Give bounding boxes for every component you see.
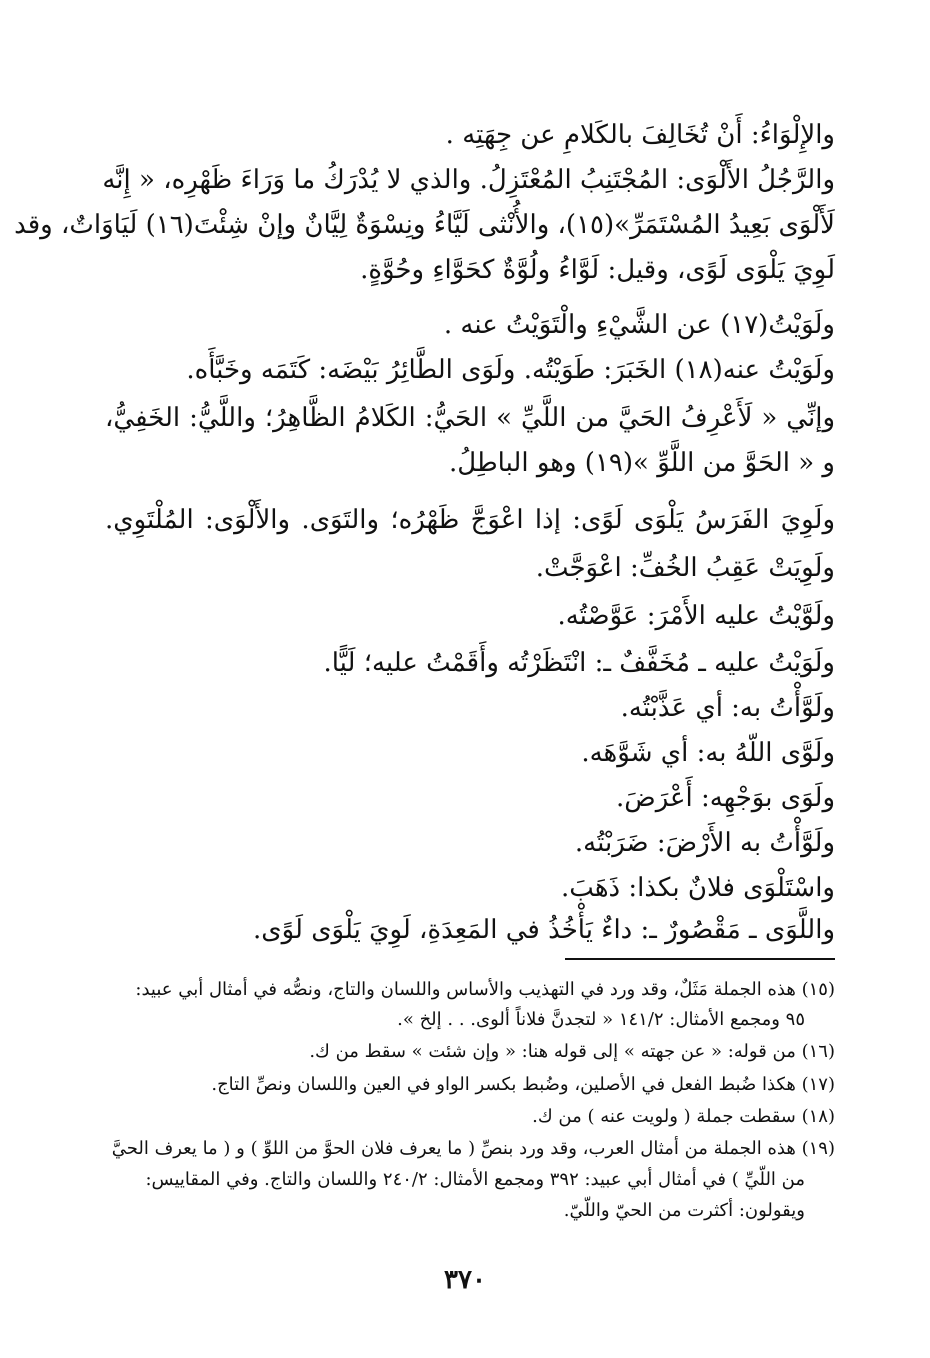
text-line: ولَوِيَ الفَرَسُ يَلْوَى لَوًى: إذا اعْوَجَّ ظَهْرُه؛ والتَوَى. والأَلْوَى: المُلْتَوِي. (105, 505, 835, 535)
footnote-line: (١٦) من قوله: « عن جهته » إلى قوله هنا: « وإن شئت » سقط من ك. (309, 1041, 835, 1062)
text-line: ولَوَى بوَجْهِه: أَعْرَضَ. (616, 783, 835, 813)
text-line: ولَوَّأْتُ به الأَرْضَ: ضَرَبْتُه. (574, 828, 835, 858)
text-line: و « الحَوَّ من اللَّوِّ »(١٩) وهو الباطِلُ. (449, 448, 835, 478)
text-line: والإِلْوَاءُ: أَنْ تُخَالِفَ بالكَلامِ عن جِهَتِه . (445, 120, 835, 150)
text-line: واللَّوَى ـ مَقْصُورٌ ـ: داءٌ يَأْخُذُ في المَعِدَةِ، لَوِيَ يَلْوَى لَوًى. (252, 915, 835, 945)
text-line: والرَّجُلُ الأَلْوَى: المُجْتَنِبُ المُعْتَزِلُ. والذي لا يُدْرَكُ ما وَرَاءَ ظَهْرِه، « إِنَّه (102, 165, 835, 195)
footnote-line: (١٩) هذه الجملة من أمثال العرب، وقد ورد بنصِّ ( ما يعرف فلان الحوَّ من اللوِّ ) و ( ما يعرف الحيَّ (111, 1138, 835, 1159)
text-line: لَأَلْوَى بَعِيدُ المُسْتَمَرِّ»(١٥)، والأُنْثى لَيَّاءُ ونِسْوَةٌ لِيَّانٌ وإنْ شِئْتَ(١٦) لَيَاوَاتٌ، وقد (14, 210, 835, 240)
text-line: ولَوَّيْتُ عليه الأَمْرَ: عَوَّصْتُه. (557, 601, 835, 631)
footnote-line: (١٨) سقطت جملة ( ولويت عنه ) من ك. (532, 1106, 835, 1127)
text-line: ولَوَيْتُ عنه(١٨) الخَبَرَ: طَوَيْتُه. ولَوَى الطَّائِرُ بَيْضَه: كَتَمَه وخَبَّأَه. (186, 355, 835, 385)
footnote-separator (565, 958, 835, 960)
text-line: واسْتَلْوَى فلانٌ بكذا: ذَهَبَ. (561, 873, 835, 903)
footnote-line: من اللّيِّ ) في أمثال أبي عبيد: ٣٩٢ ومجمع الأمثال: ٢٤٠/٢ واللسان والتاج. وفي المقاييس: (145, 1169, 805, 1190)
text-line: ولَوَيْتُ(١٧) عن الشَّيْءِ والْتَوَيْتُ عنه . (443, 310, 835, 340)
page-number: ٣٧٠ (444, 1265, 486, 1295)
footnote-line: (١٧) هكذا ضُبط الفعل في الأصلين، وضُبط بكسر الواو في العين واللسان ونصِّ التاج. (211, 1074, 835, 1095)
text-line: لَوِيَ يَلْوَى لَوًى، وقيل: لَوَّاءُ ولُوَّةٌ كحَوَّاءِ وحُوَّةٍ. (360, 255, 835, 285)
text-line: ولَوَيْتُ عليه ـ مُخَفَّفٌ ـ: انْتَظَرْتُه وأَقَمْتُ عليه؛ لَيًّا. (323, 648, 835, 678)
text-line: ولَوَّى اللّهُ به: أي شَوَّهَه. (581, 738, 835, 768)
footnote-line: (١٥) هذه الجملة مَثَلٌ، وقد ورد في التهذيب والأساس واللسان والتاج، ونصُّه في أمثال أبي عبيد: (135, 979, 835, 1000)
footnote-line: ويقولون: أكثرت من الحيّ واللّيّ. (563, 1200, 805, 1221)
footnote-line: ٩٥ ومجمع الأمثال: ١٤١/٢ « لتجدنَّ فلاناً ألوى. . . إلخ ». (397, 1009, 805, 1030)
text-line: ولَوَّأْتُ به: أي عَذَّبْتُه. (620, 693, 835, 723)
text-line: ولَوِيَتْ عَقِبُ الخُفِّ: اعْوَجَّتْ. (535, 553, 835, 583)
text-line: وإنِّي « لَأَعْرِفُ الحَيَّ من اللَّيِّ » الحَيُّ: الكَلامُ الظَّاهِرُ؛ واللَّيُّ: الخَفِيُّ، (105, 403, 835, 433)
